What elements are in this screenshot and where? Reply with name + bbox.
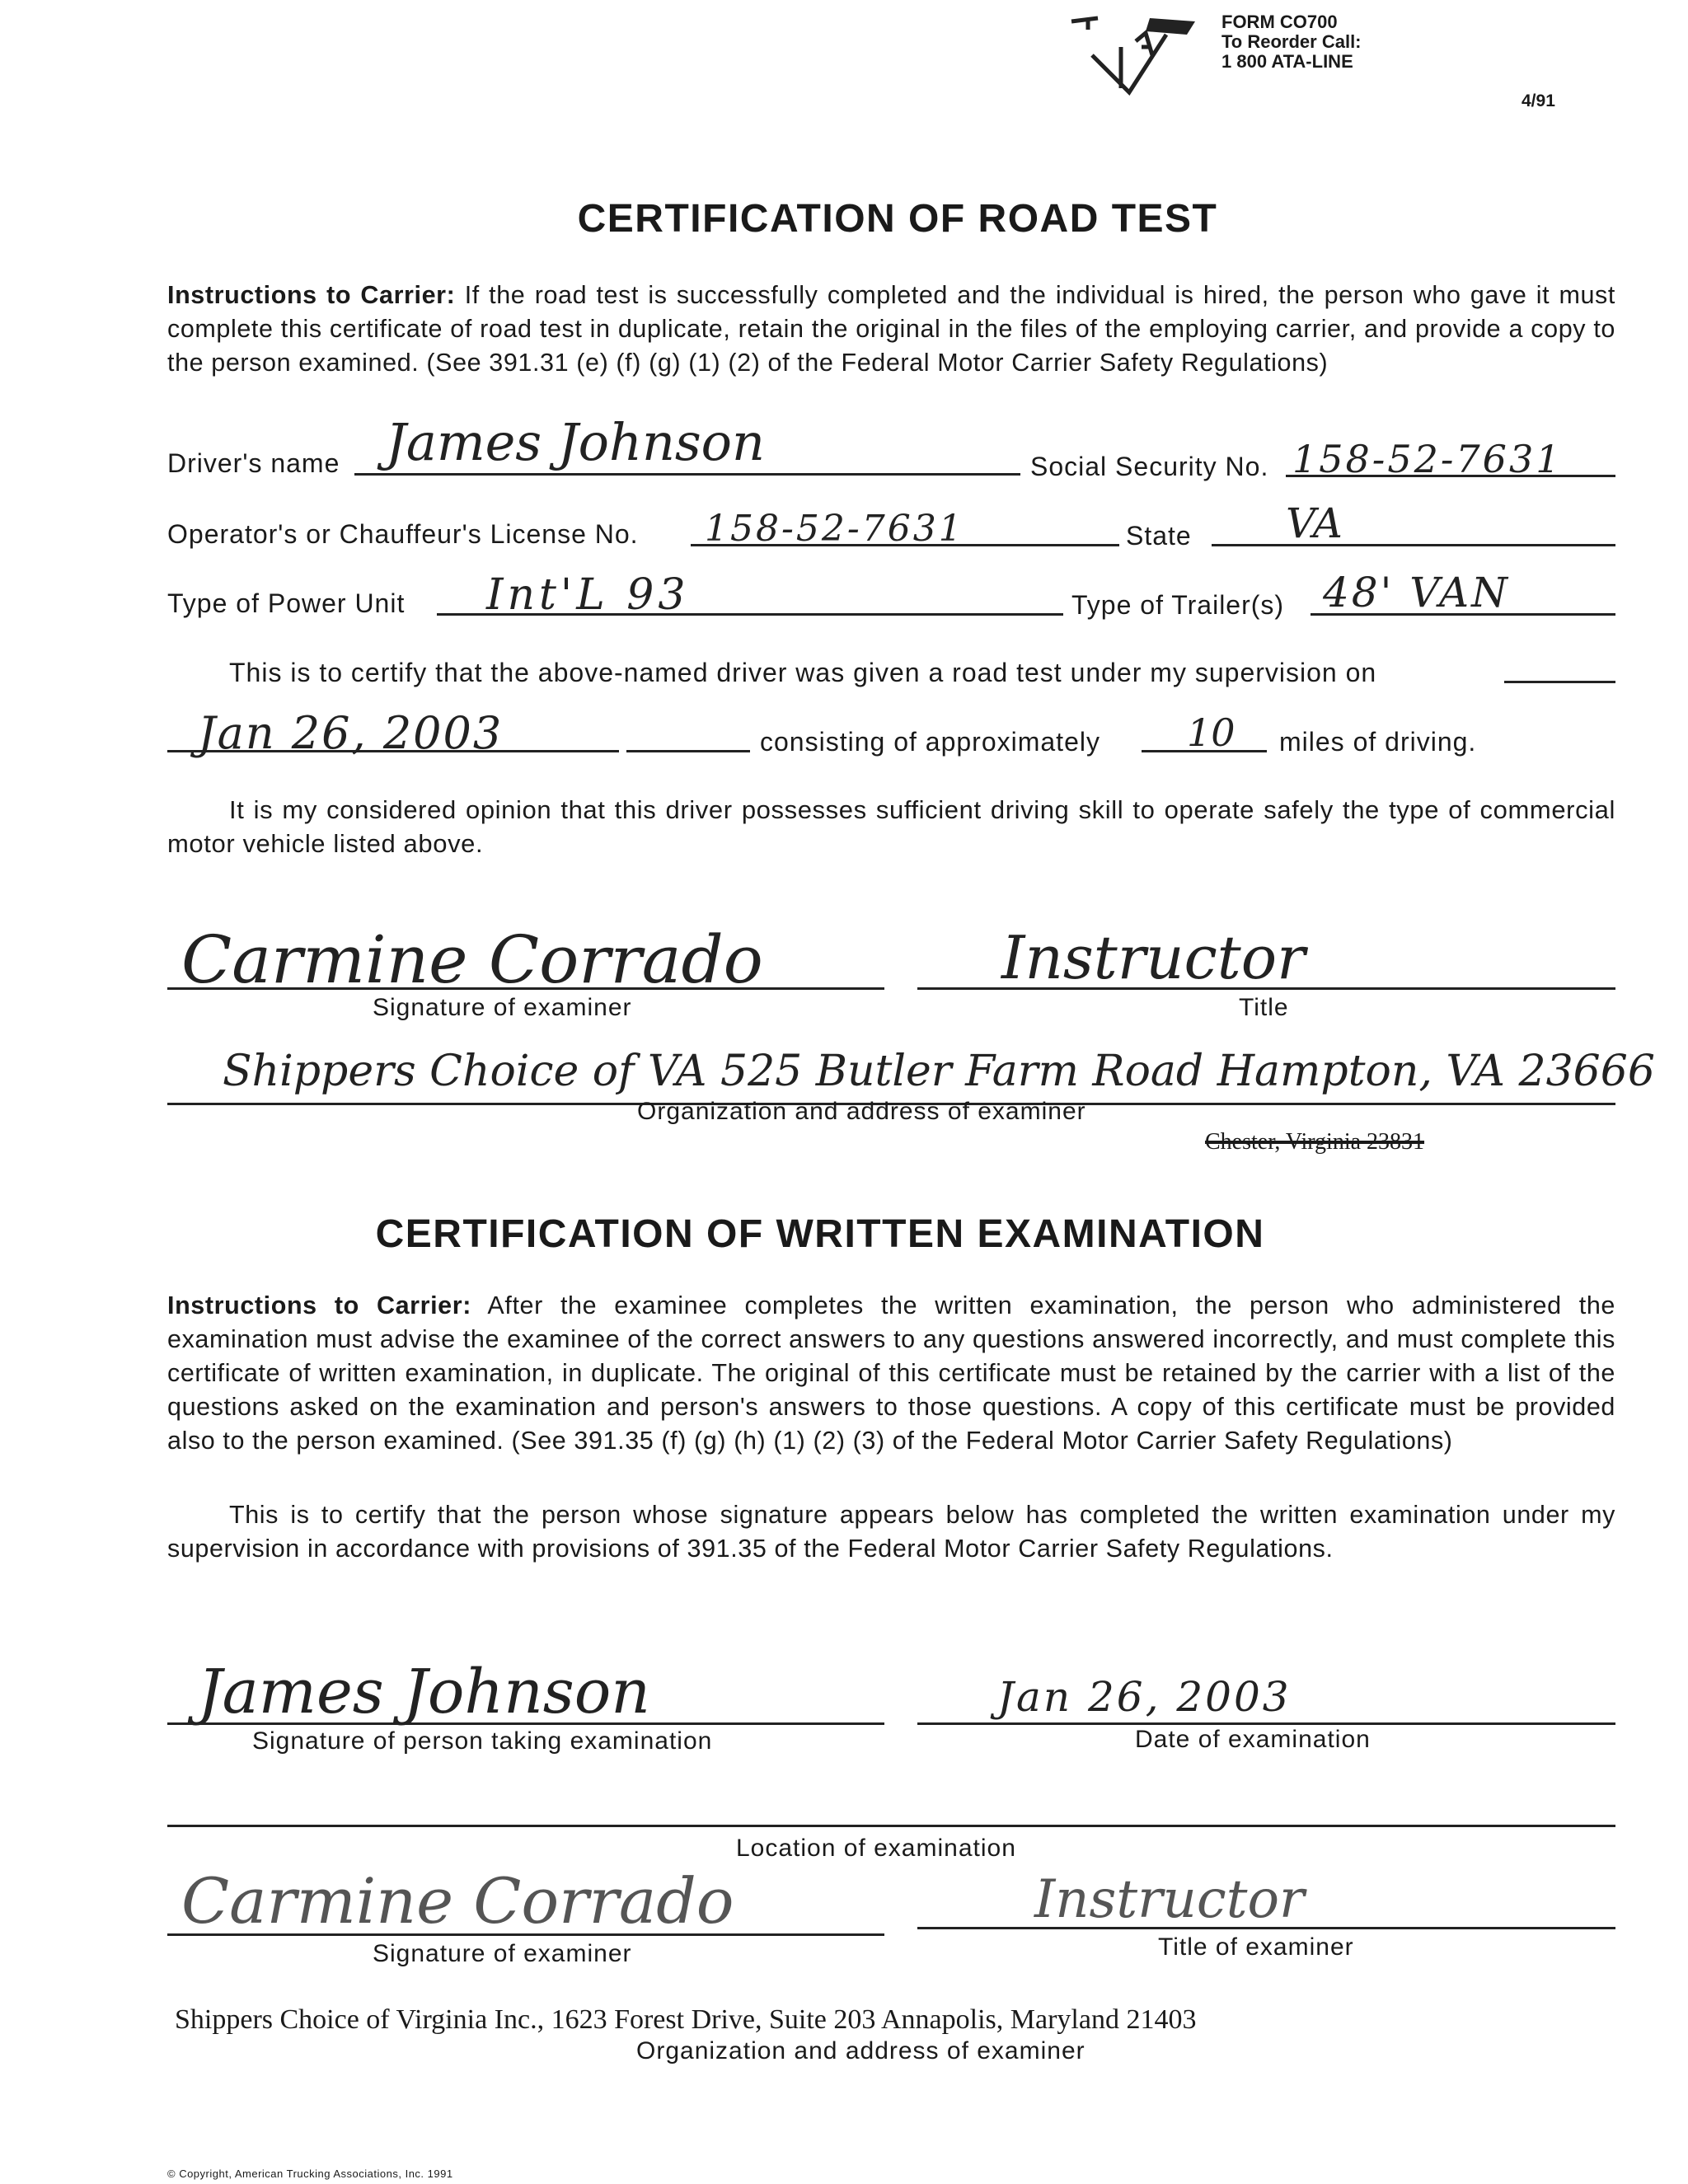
written-exam-title: CERTIFICATION OF WRITTEN EXAMINATION: [375, 1212, 1265, 1256]
power-unit-label: Type of Power Unit: [167, 588, 406, 618]
consisting-text: consisting of approximately: [760, 727, 1100, 757]
written-exam-instructions-lead: Instructions to Carrier:: [167, 1291, 471, 1319]
trailer-field[interactable]: 48' VAN: [1323, 569, 1510, 616]
power-unit-field[interactable]: Int'L 93: [486, 570, 690, 620]
road-test-title: CERTIFICATION OF ROAD TEST: [577, 197, 1218, 241]
exam-examiner-signature-field[interactable]: Carmine Corrado: [181, 1864, 734, 1938]
road-test-instructions: [167, 279, 1615, 380]
title-field[interactable]: Instructor: [1001, 923, 1306, 992]
reorder-label: To Reorder Call:: [1221, 31, 1362, 52]
certify-trailing-line: [1504, 681, 1615, 683]
location-caption: Location of examination: [736, 1835, 1016, 1862]
driver-name-label: Driver's name: [167, 448, 340, 478]
location-line: [167, 1825, 1615, 1827]
organization-caption: Organization and address of examiner: [637, 1098, 1086, 1125]
organization-stamp: Shippers Choice of Virginia Inc., 1623 Forest Drive, Suite 203 Annapolis, Maryland 21403: [175, 2004, 1197, 2035]
exam-examiner-signature-caption: Signature of examiner: [373, 1940, 632, 1967]
trailer-label: Type of Trailer(s): [1071, 590, 1285, 620]
opinion-text: It is my considered opinion that this driver possesses sufficient driving skill to operate safely the type of commercial motor vehicle listed above.: [167, 795, 1615, 858]
test-date-trailing-line: [626, 750, 750, 752]
exam-date-caption: Date of examination: [1135, 1726, 1371, 1753]
ssn-field[interactable]: 158-52-7631: [1292, 437, 1563, 481]
driver-name-line: [354, 473, 1020, 476]
ssn-label: Social Security No.: [1030, 452, 1269, 481]
form-number: FORM CO700: [1221, 12, 1338, 32]
reorder-phone: 1 800 ATA-LINE: [1221, 51, 1353, 72]
title-caption: Title: [1239, 994, 1289, 1021]
copyright-text: © Copyright, American Trucking Associations, Inc. 1991: [167, 2168, 453, 2180]
examiner-title-field[interactable]: Instructor: [1034, 1869, 1305, 1930]
written-exam-instructions-body: After the examinee completes the written examination, the person who administered the examination must advise the examinee of the correct answers to any questions answered incorrectly, and must complete this certificate of written examination, in duplicate. The original of this certificate must be retained by the carrier with a list of the questions asked on the examination and person's answers to those questions. A copy of this certificate must be provided also to the person examined. (See 391.35 (f) (g) (h) (1) (2) (3) of the Federal Motor Carrier Safety Regulations): [167, 1291, 1615, 1455]
exam-date-line: [917, 1722, 1615, 1725]
person-signature-field[interactable]: James Johnson: [198, 1657, 650, 1727]
miles-field[interactable]: 10: [1187, 710, 1236, 755]
organization-field[interactable]: Shippers Choice of VA 525 Butler Farm Road Hampton, VA 23666: [223, 1047, 1655, 1096]
driver-name-field[interactable]: James Johnson: [386, 412, 765, 472]
ata-logo-icon: [1063, 10, 1212, 101]
form-date: 4/91: [1522, 91, 1555, 110]
exam-organization-caption: Organization and address of examiner: [636, 2037, 1085, 2064]
state-line: [1212, 544, 1615, 546]
written-exam-certify-text: This is to certify that the person whose signature appears below has completed the written examination under my supervision in accordance with provisions of 391.35 of the Federal Motor Carrier Safety Regulations.: [167, 1501, 1615, 1563]
road-test-certify-text: This is to certify that the above-named driver was given a road test under my supervision on: [229, 658, 1377, 687]
road-test-instructions-body: If the road test is successfully completed and the individual is hired, the person who gave it must complete this certificate of road test in duplicate, retain the original in the files of the employing carrier, and provide a copy to the person examined. (See 391.31 (e) (f) (g) (1) (2) of the Federal Motor Carrier Safety Regulations): [167, 281, 1615, 377]
examiner-title-caption: Title of examiner: [1158, 1933, 1354, 1961]
exam-date-field[interactable]: Jan 26, 2003: [997, 1673, 1292, 1721]
state-label: State: [1126, 521, 1192, 551]
written-exam-instructions: [167, 1289, 1615, 1458]
miles-text: miles of driving.: [1279, 727, 1477, 757]
license-field[interactable]: 158-52-7631: [705, 508, 964, 550]
test-date-field[interactable]: Jan 26, 2003: [198, 707, 504, 759]
examiner-signature-field[interactable]: Carmine Corrado: [181, 921, 763, 998]
examiner-signature-caption: Signature of examiner: [373, 994, 632, 1021]
license-label: Operator's or Chauffeur's License No.: [167, 519, 639, 549]
state-field[interactable]: VA: [1286, 499, 1343, 547]
struck-address: Chester, Virginia 23831: [1205, 1129, 1425, 1155]
person-signature-caption: Signature of person taking examination: [252, 1727, 713, 1755]
road-test-instructions-lead: Instructions to Carrier:: [167, 281, 456, 309]
